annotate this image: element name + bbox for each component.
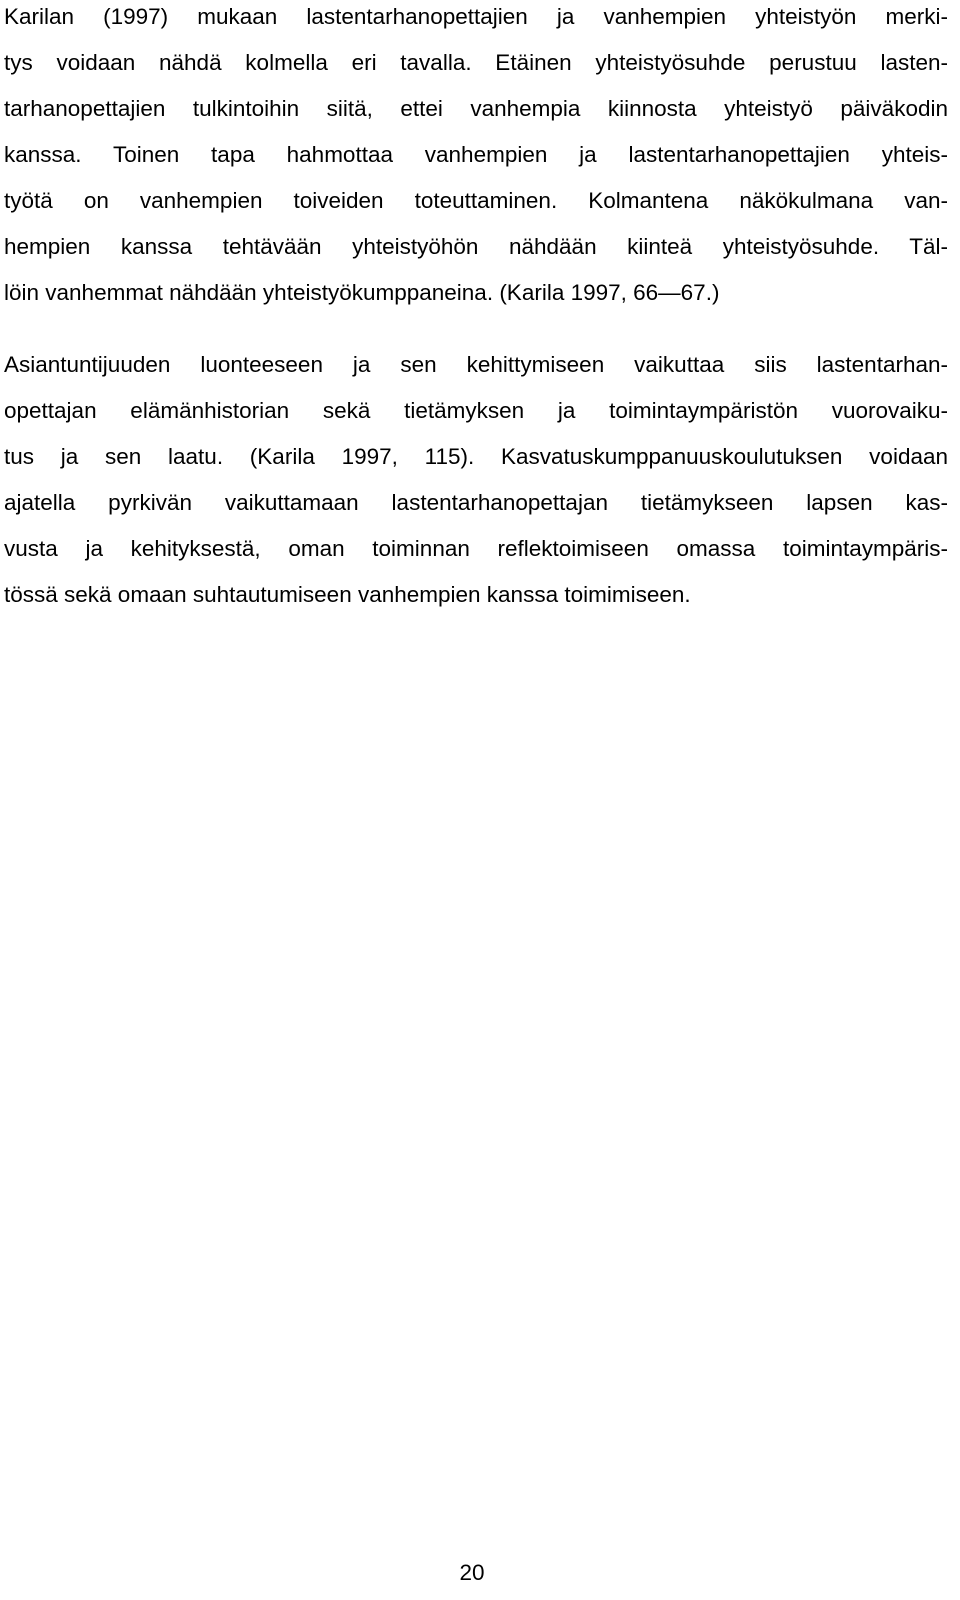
page-number: 20 xyxy=(459,1560,485,1585)
paragraph-1 xyxy=(4,0,948,316)
paragraph-line: tus ja sen laatu. (Karila 1997, 115). Kasvatuskumppanuuskoulutuksen voidaan xyxy=(4,444,948,469)
paragraph-line: tössä sekä omaan suhtautumiseen vanhempien kanssa toimimiseen. xyxy=(4,582,691,607)
paragraph-line: Asiantuntijuuden luonteeseen ja sen kehittymiseen vaikuttaa siis lastentarhan- xyxy=(4,352,948,377)
paragraph-line: Karilan (1997) mukaan lastentarhanopettajien ja vanhempien yhteistyön merki- xyxy=(4,4,948,29)
paragraph-line: hempien kanssa tehtävään yhteistyöhön nähdään kiinteä yhteistyösuhde. Täl- xyxy=(4,234,948,259)
paragraph-line: kanssa. Toinen tapa hahmottaa vanhempien ja lastentarhanopettajien yhteis- xyxy=(4,142,948,167)
paragraph-2 xyxy=(4,342,948,618)
paragraph-line: vusta ja kehityksestä, oman toiminnan reflektoimiseen omassa toimintaympäris- xyxy=(4,536,948,561)
paragraph-line: tarhanopettajien tulkintoihin siitä, ettei vanhempia kiinnosta yhteistyö päiväkodin xyxy=(4,96,948,121)
paragraph-line: tys voidaan nähdä kolmella eri tavalla. Etäinen yhteistyösuhde perustuu lasten- xyxy=(4,50,948,75)
paragraph-line: ajatella pyrkivän vaikuttamaan lastentarhanopettajan tietämykseen lapsen kas- xyxy=(4,490,948,515)
paragraph-line: työtä on vanhempien toiveiden toteuttaminen. Kolmantena näkökulmana van- xyxy=(4,188,948,213)
paragraph-line: löin vanhemmat nähdään yhteistyökumppaneina. (Karila 1997, 66—67.) xyxy=(4,280,720,305)
paragraph-line: opettajan elämänhistorian sekä tietämyksen ja toimintaympäristön vuorovaiku- xyxy=(4,398,948,423)
